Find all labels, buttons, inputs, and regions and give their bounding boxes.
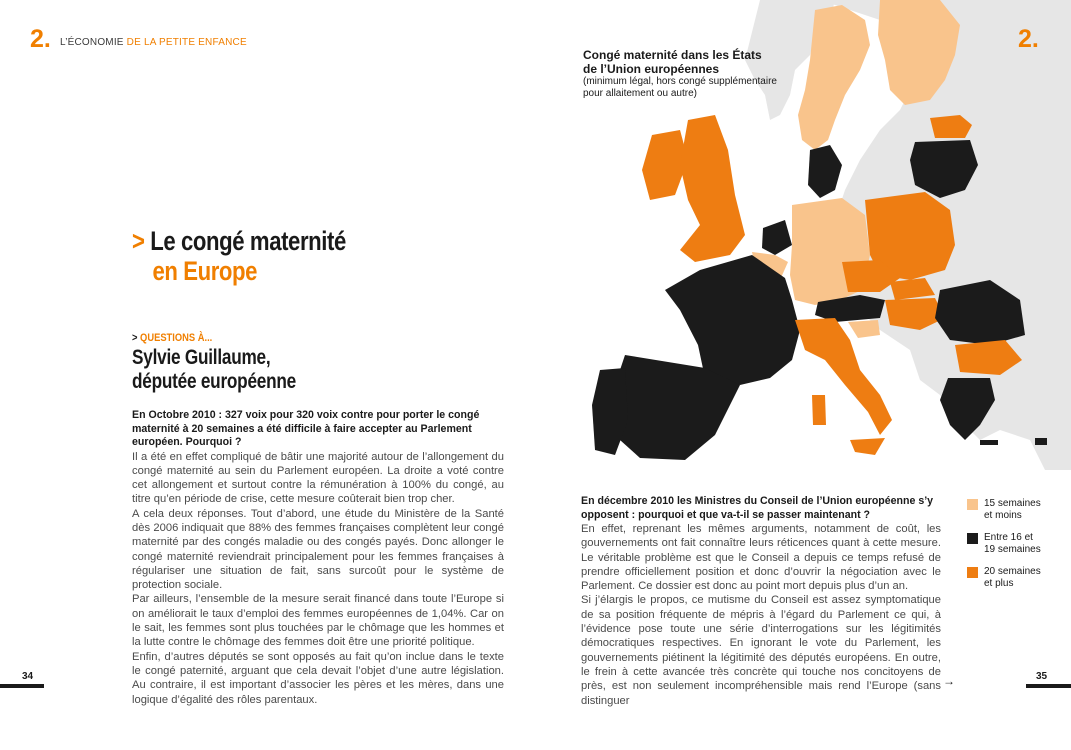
footer-rule-right: [1026, 684, 1071, 688]
left-paragraph-2: A cela deux réponses. Tout d’abord, une étude du Ministère de la Santé dès 2006 indiquait que 88% des femmes françaises complètent leur congé maternité par des congés maladie ou des congés payés. Donc allonger le congé maternité reviendrait principalement pour les femmes françaises à régulariser une situation de fait, sans surcoût pour le système de protection sociale.: [132, 507, 504, 592]
continue-arrow: →: [943, 674, 955, 688]
legend-label-dark: [984, 532, 1041, 556]
right-question: En décembre 2010 les Ministres du Conseil de l’Union européenne s’y opposent : pourquoi et que va-t-il se passer maintenant ?: [581, 495, 934, 521]
left-paragraph-4: Enfin, d’autres députés se sont opposés au fait qu’on inclue dans le texte le congé paternité, arguant que cela devait l’objet d’une autre législation. Au contraire, il est important d’associer les pères et les mères, dans une logique d’égalité des rôles parentaux.: [132, 650, 504, 706]
article-title: [132, 226, 403, 286]
right-column: [581, 495, 941, 708]
legend-label-dark-2: 19 semaines: [984, 544, 1041, 555]
title-line1: Le congé maternité: [150, 226, 346, 256]
legend-label-orange-1: 20 semaines: [984, 566, 1041, 577]
running-header-accent: DE LA PETITE ENFANCE: [126, 37, 247, 48]
left-column: [132, 409, 504, 707]
legend-item-light: [967, 498, 1067, 522]
interview-label: [132, 332, 302, 344]
left-paragraph-1: Il a été en effet compliqué de bâtir une majorité autour de l’allongement du congé maternité au sein du Parlement européen. La droite a voté contre cet allongement et surtout contre la rémunération à 100% du congé, au titre qu’en période de crise, cette mesure coûterait bien trop cher.: [132, 450, 504, 506]
title-line2: en Europe: [152, 256, 258, 286]
legend-label-orange-2: et plus: [984, 578, 1014, 589]
map-subtitle-line2: pour allaitement ou autre): [583, 88, 697, 99]
right-paragraph-1: En effet, reprenant les mêmes arguments, notamment de coût, les gouvernements ont fait connaître leurs réticences quant à cette mesure. Le véritable problème est que le Conseil a depuis ce temps refusé de prendre officiellement position et donc d’ouvrir la négociation avec le Parlement. Ce dossier est donc au point mort depuis plus d’un an.: [581, 523, 941, 593]
crete: [980, 440, 998, 445]
sardinia: [812, 395, 826, 425]
cyprus: [1035, 438, 1047, 445]
page-number-right: 35: [1036, 671, 1048, 682]
left-paragraph-3: Par ailleurs, l’ensemble de la mesure serait financé dans toute l’Europe si on améliorait le taux d’emploi des femmes européennes de 1,04%. Car on le sait, les femmes sont plus touchées par le chômage que les hommes et la lutte contre le chômage des femmes doit être une priorité politique.: [132, 593, 504, 649]
legend-swatch-orange: [967, 567, 978, 578]
legend-label-orange: [984, 566, 1041, 590]
legend-label-dark-1: Entre 16 et: [984, 532, 1033, 543]
page-number-left: 34: [22, 671, 34, 682]
legend-label-light-2: et moins: [984, 510, 1022, 521]
left-question: En Octobre 2010 : 327 voix pour 320 voix contre pour porter le congé maternité à 20 semaines a été difficile à faire accepter au Parlement européen. Pourquoi ?: [132, 409, 480, 448]
map-caption: [583, 48, 823, 100]
legend-swatch-dark: [967, 533, 978, 544]
legend-label-light-1: 15 semaines: [984, 498, 1041, 509]
running-header-plain: L’ÉCONOMIE: [60, 37, 127, 48]
map-title-line1: Congé maternité dans les États: [583, 48, 762, 62]
interview-label-prefix: >: [132, 332, 141, 344]
legend-item-orange: [967, 566, 1067, 590]
legend-label-light: [984, 498, 1041, 522]
interview-label-text: QUESTIONS À...: [140, 332, 213, 344]
map-title-line2: de l’Union européennes: [583, 62, 720, 76]
section-number-right: 2.: [1018, 25, 1039, 53]
map-legend: [967, 498, 1067, 590]
footer-rule-left: [0, 684, 44, 688]
legend-item-dark: [967, 532, 1067, 556]
legend-swatch-light: [967, 499, 978, 510]
interviewee-name-line1: Sylvie Guillaume,: [132, 346, 271, 369]
map-subtitle-line1: (minimum légal, hors congé supplémentaire: [583, 76, 777, 87]
title-prefix: >: [132, 226, 151, 256]
section-number-left: 2.: [30, 25, 51, 53]
right-paragraph-2: Si j’élargis le propos, ce mutisme du Conseil est assez symptomatique de sa position fréquente de mépris à l’égard du Parlement ce qui, à l’évidence pose toute une série d’interrogations sur les légitimités démocratiques respectives. En ignorant le vote du Parlement, les gouvernements piétinent la légitimité des députés européens. En outre, le frein à cette avancée très concrète qui touche nos concitoyens de près, est non seulement incompréhensible mais rend l’Europe (sans distinguer: [581, 594, 941, 707]
interviewee-name: [132, 346, 403, 394]
interviewee-name-line2: députée européenne: [132, 370, 296, 393]
running-header: [60, 37, 247, 48]
